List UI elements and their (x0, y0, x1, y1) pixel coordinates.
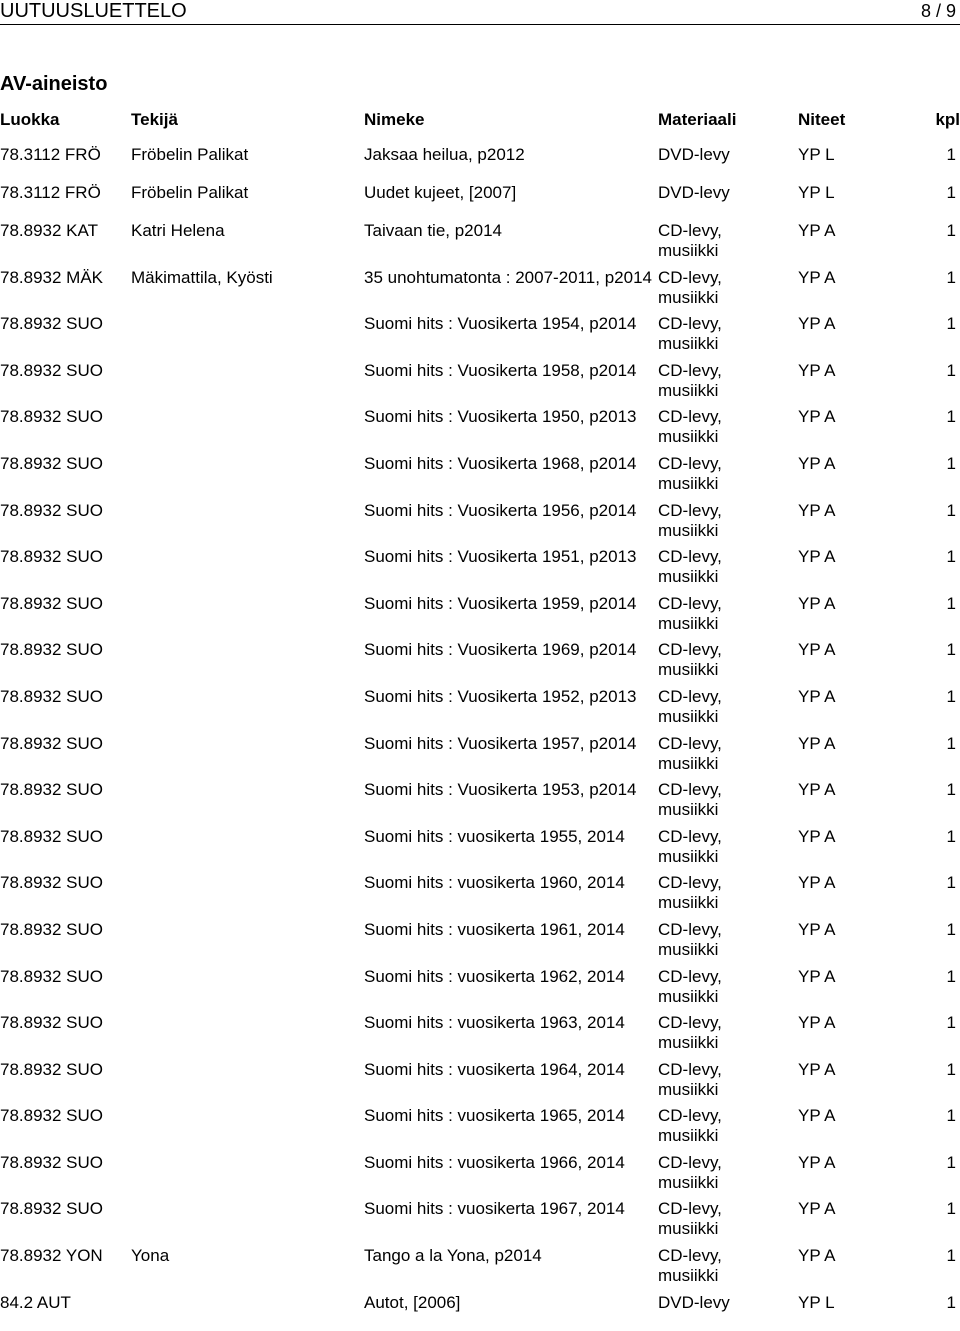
cell-nimeke: Tango a la Yona, p2014 (364, 1246, 542, 1266)
cell-niteet: YP A (798, 360, 836, 380)
column-header-niteet: Niteet (798, 110, 846, 129)
cell-kpl: 1 (946, 1199, 956, 1219)
table-row (0, 221, 960, 268)
cell-kpl: 1 (946, 593, 956, 613)
cell-nimeke: Suomi hits : Vuosikerta 1954, p2014 (364, 314, 637, 334)
cell-materiaali: CD-levy, musiikki (658, 733, 722, 773)
cell-niteet: YP A (798, 547, 836, 567)
cell-luokka: 78.8932 SUO (0, 360, 104, 380)
cell-luokka: 78.8932 SUO (0, 407, 104, 427)
table-row (0, 314, 960, 361)
cell-tekija: Fröbelin Palikat (131, 145, 249, 164)
cell-luokka: 84.2 AUT (0, 1292, 71, 1312)
cell-niteet: YP A (798, 1059, 836, 1079)
table-row (0, 1246, 960, 1293)
cell-luokka: 78.8932 YON (0, 1246, 103, 1266)
cell-materiaali: CD-levy, musiikki (658, 267, 722, 307)
cell-luokka: 78.8932 SUO (0, 1199, 104, 1219)
cell-niteet: YP A (798, 1199, 836, 1219)
cell-materiaali: CD-levy, musiikki (658, 966, 722, 1006)
cell-nimeke: Suomi hits : Vuosikerta 1957, p2014 (364, 733, 637, 753)
cell-nimeke: Taivaan tie, p2014 (364, 221, 502, 240)
table-row (0, 640, 960, 687)
cell-nimeke: Uudet kujeet, [2007] (364, 183, 517, 202)
cell-niteet: YP A (798, 686, 836, 706)
cell-niteet: YP A (798, 1246, 836, 1266)
cell-tekija: Mäkimattila, Kyösti (131, 267, 273, 287)
cell-kpl: 1 (946, 360, 956, 380)
cell-nimeke: Suomi hits : vuosikerta 1965, 2014 (364, 1106, 625, 1126)
cell-niteet: YP A (798, 500, 836, 520)
cell-kpl: 1 (946, 547, 956, 567)
cell-nimeke: Suomi hits : Vuosikerta 1953, p2014 (364, 780, 637, 800)
cell-nimeke: Suomi hits : vuosikerta 1964, 2014 (364, 1059, 625, 1079)
cell-nimeke: Suomi hits : Vuosikerta 1969, p2014 (364, 640, 637, 660)
table-row (0, 687, 960, 734)
cell-luokka: 78.8932 SUO (0, 826, 104, 846)
cell-luokka: 78.8932 SUO (0, 873, 104, 893)
cell-materiaali: CD-levy, musiikki (658, 1152, 722, 1192)
table-row (0, 407, 960, 454)
cell-nimeke: Suomi hits : vuosikerta 1955, 2014 (364, 826, 625, 846)
cell-kpl: 1 (946, 686, 956, 706)
cell-materiaali: DVD-levy (658, 145, 730, 164)
header-divider (0, 24, 960, 25)
cell-kpl: 1 (946, 1106, 956, 1126)
cell-kpl: 1 (946, 1292, 956, 1312)
table-row (0, 1106, 960, 1153)
cell-nimeke: Suomi hits : vuosikerta 1962, 2014 (364, 966, 625, 986)
column-header-nimeke: Nimeke (364, 110, 425, 129)
cell-materiaali: DVD-levy (658, 183, 730, 202)
cell-materiaali: CD-levy, musiikki (658, 593, 722, 633)
cell-materiaali: CD-levy, musiikki (658, 780, 722, 820)
cell-materiaali: CD-levy, musiikki (658, 1013, 722, 1053)
cell-materiaali: CD-levy, musiikki (658, 1246, 722, 1286)
cell-tekija: Fröbelin Palikat (131, 183, 249, 202)
table-row (0, 1060, 960, 1107)
cell-luokka: 78.3112 FRÖ (0, 183, 101, 202)
cell-kpl: 1 (946, 1013, 956, 1033)
cell-materiaali: CD-levy, musiikki (658, 1106, 722, 1146)
cell-luokka: 78.8932 SUO (0, 640, 104, 660)
cell-materiaali: CD-levy, musiikki (658, 221, 722, 260)
cell-materiaali: DVD-levy (658, 1292, 730, 1312)
cell-nimeke: Suomi hits : Vuosikerta 1952, p2013 (364, 686, 637, 706)
document-title: UUTUUSLUETTELO (0, 0, 187, 22)
cell-nimeke: Suomi hits : Vuosikerta 1968, p2014 (364, 453, 637, 473)
cell-kpl: 1 (946, 966, 956, 986)
cell-niteet: YP A (798, 1013, 836, 1033)
cell-luokka: 78.3112 FRÖ (0, 145, 101, 164)
column-header-materiaali: Materiaali (658, 110, 737, 129)
cell-kpl: 1 (946, 145, 956, 164)
cell-luokka: 78.8932 SUO (0, 919, 104, 939)
cell-kpl: 1 (946, 733, 956, 753)
cell-nimeke: Suomi hits : Vuosikerta 1951, p2013 (364, 547, 637, 567)
cell-tekija: Yona (131, 1246, 170, 1266)
cell-luokka: 78.8932 SUO (0, 733, 104, 753)
cell-niteet: YP A (798, 780, 836, 800)
cell-nimeke: Suomi hits : vuosikerta 1963, 2014 (364, 1013, 625, 1033)
table-row (0, 361, 960, 408)
cell-niteet: YP A (798, 1152, 836, 1172)
table-row (0, 967, 960, 1014)
table-row (0, 145, 960, 183)
column-header-kpl: kpl (935, 110, 960, 129)
cell-luokka: 78.8932 SUO (0, 1152, 104, 1172)
cell-niteet: YP A (798, 267, 836, 287)
cell-kpl: 1 (946, 183, 956, 202)
table-row (0, 734, 960, 781)
cell-luokka: 78.8932 SUO (0, 966, 104, 986)
cell-materiaali: CD-levy, musiikki (658, 826, 722, 866)
cell-kpl: 1 (946, 267, 956, 287)
table-row (0, 1153, 960, 1200)
cell-kpl: 1 (946, 1059, 956, 1079)
cell-nimeke: Autot, [2006] (364, 1292, 461, 1312)
table-row (0, 920, 960, 967)
table-row (0, 873, 960, 920)
cell-kpl: 1 (946, 221, 956, 240)
cell-luokka: 78.8932 SUO (0, 314, 104, 334)
cell-nimeke: Jaksaa heilua, p2012 (364, 145, 525, 164)
column-header-luokka: Luokka (0, 110, 60, 129)
cell-materiaali: CD-levy, musiikki (658, 453, 722, 493)
cell-niteet: YP A (798, 221, 836, 240)
table-row (0, 1199, 960, 1246)
cell-nimeke: Suomi hits : Vuosikerta 1958, p2014 (364, 360, 637, 380)
cell-niteet: YP A (798, 826, 836, 846)
cell-luokka: 78.8932 MÄK (0, 267, 104, 287)
section-title: AV-aineisto (0, 73, 108, 95)
cell-niteet: YP A (798, 966, 836, 986)
cell-kpl: 1 (946, 780, 956, 800)
cell-kpl: 1 (946, 826, 956, 846)
page-number: 8 / 9 (920, 1, 956, 21)
catalog-table (0, 145, 960, 1331)
cell-materiaali: CD-levy, musiikki (658, 547, 722, 587)
table-row (0, 780, 960, 827)
cell-luokka: 78.8932 SUO (0, 1106, 104, 1126)
cell-materiaali: CD-levy, musiikki (658, 407, 722, 447)
cell-kpl: 1 (946, 453, 956, 473)
table-row (0, 501, 960, 548)
cell-nimeke: Suomi hits : vuosikerta 1966, 2014 (364, 1152, 625, 1172)
table-row (0, 547, 960, 594)
cell-kpl: 1 (946, 1152, 956, 1172)
cell-kpl: 1 (946, 500, 956, 520)
cell-kpl: 1 (946, 919, 956, 939)
cell-niteet: YP L (798, 145, 835, 164)
cell-materiaali: CD-levy, musiikki (658, 360, 722, 400)
cell-niteet: YP L (798, 1292, 835, 1312)
cell-luokka: 78.8932 SUO (0, 593, 104, 613)
cell-materiaali: CD-levy, musiikki (658, 873, 722, 913)
cell-nimeke: Suomi hits : Vuosikerta 1950, p2013 (364, 407, 637, 427)
table-row (0, 1013, 960, 1060)
table-row (0, 183, 960, 221)
cell-materiaali: CD-levy, musiikki (658, 1059, 722, 1099)
cell-niteet: YP A (798, 314, 836, 334)
cell-materiaali: CD-levy, musiikki (658, 919, 722, 959)
cell-kpl: 1 (946, 407, 956, 427)
cell-niteet: YP L (798, 183, 835, 202)
table-row (0, 268, 960, 315)
cell-nimeke: Suomi hits : vuosikerta 1967, 2014 (364, 1199, 625, 1219)
cell-luokka: 78.8932 SUO (0, 453, 104, 473)
cell-materiaali: CD-levy, musiikki (658, 1199, 722, 1239)
cell-niteet: YP A (798, 919, 836, 939)
cell-niteet: YP A (798, 407, 836, 427)
cell-tekija: Katri Helena (131, 221, 225, 240)
cell-materiaali: CD-levy, musiikki (658, 686, 722, 726)
cell-materiaali: CD-levy, musiikki (658, 640, 722, 680)
table-row (0, 454, 960, 501)
cell-luokka: 78.8932 SUO (0, 780, 104, 800)
cell-luokka: 78.8932 SUO (0, 1013, 104, 1033)
cell-kpl: 1 (946, 873, 956, 893)
cell-niteet: YP A (798, 453, 836, 473)
cell-niteet: YP A (798, 640, 836, 660)
cell-niteet: YP A (798, 593, 836, 613)
cell-kpl: 1 (946, 314, 956, 334)
cell-nimeke: Suomi hits : Vuosikerta 1956, p2014 (364, 500, 637, 520)
table-header (0, 110, 960, 132)
cell-nimeke: Suomi hits : Vuosikerta 1959, p2014 (364, 593, 637, 613)
column-header-tekija: Tekijä (131, 110, 178, 129)
cell-nimeke: 35 unohtumatonta : 2007-2011, p2014 (364, 267, 652, 287)
cell-niteet: YP A (798, 1106, 836, 1126)
table-row (0, 594, 960, 641)
cell-materiaali: CD-levy, musiikki (658, 500, 722, 540)
cell-luokka: 78.8932 SUO (0, 1059, 104, 1079)
cell-luokka: 78.8932 KAT (0, 221, 98, 240)
cell-niteet: YP A (798, 873, 836, 893)
cell-materiaali: CD-levy, musiikki (658, 314, 722, 354)
cell-kpl: 1 (946, 640, 956, 660)
table-row (0, 1293, 960, 1331)
cell-nimeke: Suomi hits : vuosikerta 1960, 2014 (364, 873, 625, 893)
cell-niteet: YP A (798, 733, 836, 753)
table-row (0, 827, 960, 874)
cell-luokka: 78.8932 SUO (0, 500, 104, 520)
cell-luokka: 78.8932 SUO (0, 547, 104, 567)
cell-nimeke: Suomi hits : vuosikerta 1961, 2014 (364, 919, 625, 939)
cell-kpl: 1 (946, 1246, 956, 1266)
cell-luokka: 78.8932 SUO (0, 686, 104, 706)
